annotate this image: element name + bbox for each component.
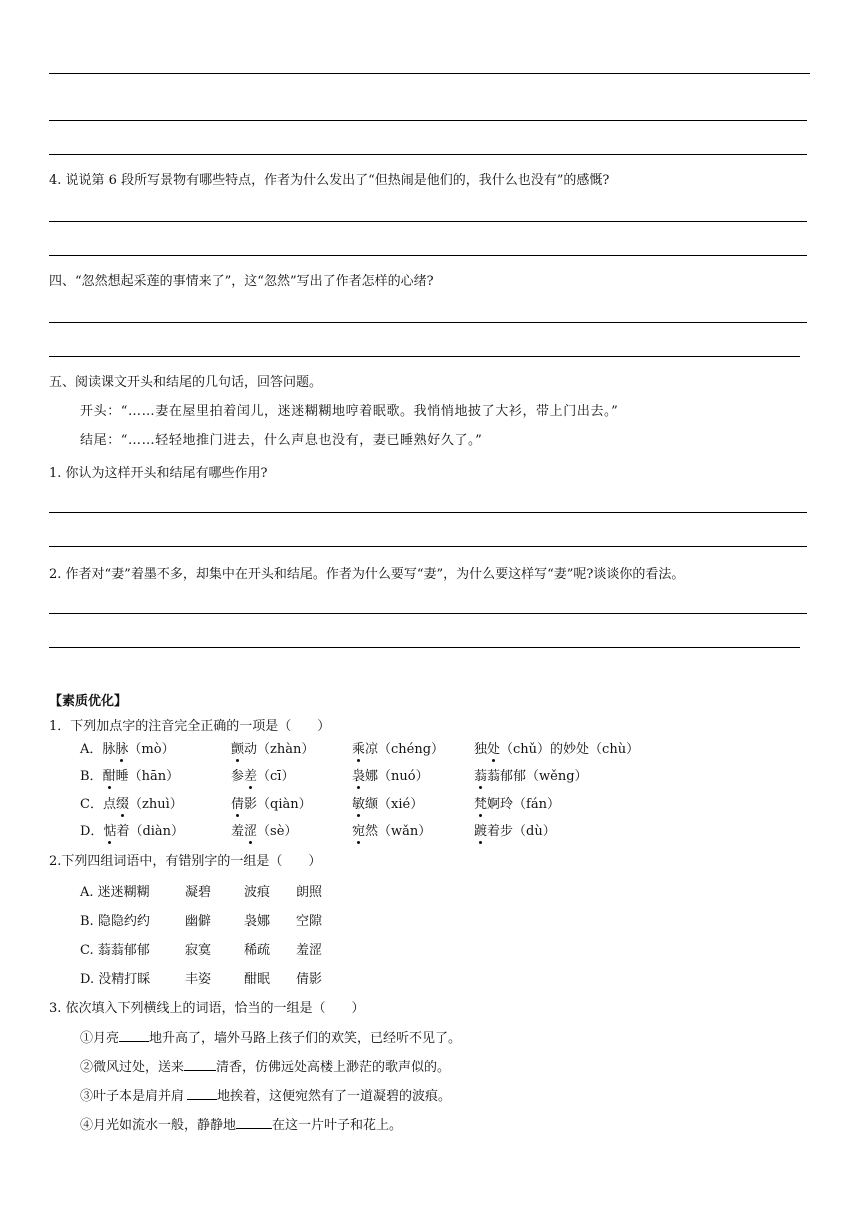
fill-blank[interactable] <box>184 1057 216 1071</box>
option-item <box>352 768 429 786</box>
answer-line <box>49 221 807 222</box>
emphasis-dot-char: 缀 <box>115 797 129 812</box>
option-text: 点 <box>102 797 116 812</box>
option-text: 参 <box>231 769 245 784</box>
option-text: （chǔ）的妙处（chù） <box>500 742 640 757</box>
section-5-opening-quote: 开头：“……妻在屋里拍着闰儿，迷迷糊糊地哼着眠歌。我悄悄地披了大衫，带上门出去。” <box>80 404 619 419</box>
option-item <box>231 796 312 814</box>
option-item <box>352 741 444 759</box>
fill-blank[interactable] <box>236 1115 272 1129</box>
section-5-question-1: 1. 你认为这样开头和结尾有哪些作用? <box>49 466 268 481</box>
option-item <box>352 823 431 841</box>
answer-line <box>49 73 810 74</box>
option-text: 动（zhàn） <box>244 742 315 757</box>
option-word: 丰姿 <box>185 972 212 987</box>
option-word: 羞涩 <box>296 943 323 958</box>
answer-line <box>49 647 800 648</box>
answer-line <box>49 546 807 547</box>
emphasis-dot-char: 酣 <box>102 769 116 784</box>
option-word: 倩影 <box>296 972 323 987</box>
emphasis-dot-char: 蓊 <box>474 769 488 784</box>
emphasis-dot-char: 颤 <box>231 742 245 757</box>
emphasis-dot-char: 惦 <box>103 824 117 839</box>
emphasis-dot-char: 袅 <box>352 769 366 784</box>
option-label[interactable]: D. 没精打睬 <box>80 972 151 987</box>
option-text: 缬（xié） <box>365 797 424 812</box>
quality-question-3-stem: 3. 依次填入下列横线上的词语，恰当的一组是（ ） <box>49 1001 365 1016</box>
option-word: 凝碧 <box>185 885 212 900</box>
sentence-3 <box>80 1086 451 1106</box>
sentence-3-before: ③叶子本是肩并肩 <box>80 1089 185 1104</box>
option-text: （zhuì） <box>128 797 183 812</box>
option-item <box>80 768 179 786</box>
emphasis-dot-char: 倩 <box>231 797 245 812</box>
quality-question-1-stem: 1．下列加点字的注音完全正确的一项是（ ） <box>49 719 331 734</box>
answer-line <box>49 613 807 614</box>
emphasis-dot-char: 处 <box>487 742 501 757</box>
emphasis-dot-char: 梵 <box>474 797 488 812</box>
option-text: 独 <box>474 742 488 757</box>
option-text: （cī） <box>257 769 295 784</box>
option-label[interactable]: C． <box>80 797 103 812</box>
option-word: 朗照 <box>296 885 323 900</box>
option-word: 波痕 <box>244 885 271 900</box>
emphasis-dot-char: 踱 <box>474 824 488 839</box>
option-item <box>474 796 560 814</box>
sentence-2-before: ②微风过处，送来 <box>80 1060 185 1075</box>
option-word: 酣眠 <box>244 972 271 987</box>
option-label[interactable]: D． <box>80 824 104 839</box>
option-word: 稀疏 <box>244 943 271 958</box>
emphasis-dot-char: 差 <box>244 769 258 784</box>
option-item <box>474 741 639 759</box>
option-label[interactable]: C. 蓊蓊郁郁 <box>80 943 150 958</box>
option-item <box>231 823 297 841</box>
option-text: 羞 <box>231 824 245 839</box>
quality-heading: 【素质优化】 <box>49 694 128 709</box>
option-text: 娜（nuó） <box>365 769 429 784</box>
fill-blank[interactable] <box>187 1086 217 1100</box>
question-4: 4. 说说第 6 段所写景物有哪些特点，作者为什么发出了“但热闹是他们的，我什么也没有”的感慨? <box>49 173 610 188</box>
option-item <box>352 796 423 814</box>
option-item <box>474 823 556 841</box>
option-text: 婀玲（fán） <box>487 797 560 812</box>
sentence-4-before: ④月光如流水一般，静静地 <box>80 1118 237 1133</box>
section-5-ending-quote: 结尾：“……轻轻地推门进去，什么声息也没有，妻已睡熟好久了。” <box>80 433 483 448</box>
option-text: 影（qiàn） <box>244 797 312 812</box>
emphasis-dot-char: 宛 <box>352 824 366 839</box>
option-text: 然（wǎn） <box>365 824 432 839</box>
answer-line <box>49 512 807 513</box>
option-text: 蓊郁郁（wěng） <box>487 769 588 784</box>
option-item <box>80 796 183 814</box>
option-text: 着（diàn） <box>116 824 185 839</box>
answer-line <box>49 255 807 256</box>
option-text: （mò） <box>128 742 175 757</box>
emphasis-dot-char: 乘 <box>352 742 366 757</box>
sentence-4-after: 在这一片叶子和花上。 <box>272 1118 403 1133</box>
option-label[interactable]: B. 隐隐约约 <box>80 914 150 929</box>
option-label[interactable]: B． <box>80 769 103 784</box>
option-item <box>231 768 294 786</box>
sentence-1-before: ①月亮 <box>80 1031 120 1046</box>
option-text: 凉（chéng） <box>365 742 445 757</box>
sentence-1-after: 地升高了，墙外马路上孩子们的欢笑，已经听不见了。 <box>149 1031 462 1046</box>
emphasis-dot-char: 敏 <box>352 797 366 812</box>
option-label[interactable]: A． <box>80 742 103 757</box>
option-word: 幽僻 <box>185 914 212 929</box>
option-word: 寂寞 <box>185 943 212 958</box>
option-text: 脉 <box>102 742 116 757</box>
quality-question-2-stem: 2.下列四组词语中，有错别字的一组是（ ） <box>49 854 322 869</box>
sentence-4 <box>80 1115 402 1135</box>
sentence-1 <box>80 1028 461 1048</box>
option-text: （sè） <box>257 824 298 839</box>
option-item <box>80 823 184 841</box>
section-5-title: 五、阅读课文开头和结尾的几句话，回答问题。 <box>49 375 323 390</box>
sentence-2-after: 清香，仿佛远处高楼上渺茫的歌声似的。 <box>216 1060 451 1075</box>
answer-line <box>49 154 807 155</box>
fill-blank[interactable] <box>119 1028 149 1042</box>
sentence-3-after: 地挨着，这便宛然有了一道凝碧的波痕。 <box>217 1089 452 1104</box>
option-text: 着步（dù） <box>487 824 556 839</box>
option-item <box>474 768 588 786</box>
emphasis-dot-char: 涩 <box>244 824 258 839</box>
option-item <box>231 741 314 759</box>
emphasis-dot-char: 脉 <box>115 742 129 757</box>
answer-line <box>49 120 807 121</box>
sentence-2 <box>80 1057 450 1077</box>
option-word: 空隙 <box>296 914 323 929</box>
option-label[interactable]: A. 迷迷糊糊 <box>80 885 150 900</box>
option-word: 袅娜 <box>244 914 271 929</box>
answer-line <box>49 356 800 357</box>
option-text: 睡（hān） <box>115 769 180 784</box>
section-4-question: 四、“忽然想起采莲的事情来了”，这“忽然”写出了作者怎样的心绪? <box>49 274 434 289</box>
option-item <box>80 741 175 759</box>
answer-line <box>49 322 807 323</box>
section-5-question-2: 2. 作者对“妻”着墨不多，却集中在开头和结尾。作者为什么要写“妻”，为什么要这样写“妻”呢?谈谈你的看法。 <box>49 567 685 582</box>
